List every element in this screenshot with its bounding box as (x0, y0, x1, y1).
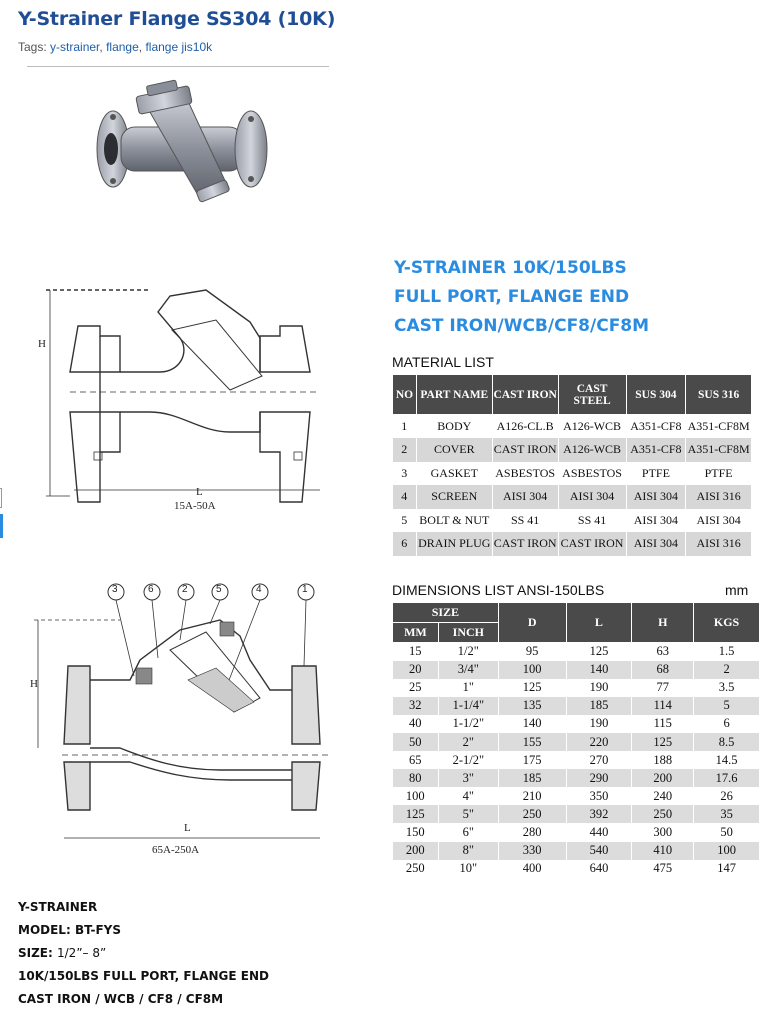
cell: 440 (566, 823, 632, 841)
cell: 135 (498, 697, 566, 715)
cell: 2 (393, 438, 417, 462)
material-table (392, 374, 752, 556)
cell: 3" (438, 769, 498, 787)
cell: 5 (694, 697, 760, 715)
table-row (393, 769, 760, 787)
cell: 80 (393, 769, 439, 787)
cell: 50 (393, 733, 439, 751)
cell: AISI 304 (626, 485, 686, 509)
cell: 26 (694, 787, 760, 805)
cell: 65 (393, 751, 439, 769)
cell: 640 (566, 860, 632, 878)
cell: GASKET (416, 462, 492, 486)
cell: 6 (393, 532, 417, 556)
cell: 114 (632, 697, 694, 715)
cell: 15 (393, 643, 439, 661)
cell: 5" (438, 805, 498, 823)
cell: 185 (498, 769, 566, 787)
callout-1: 1 (302, 584, 308, 595)
cell: 8.5 (694, 733, 760, 751)
table-row (393, 860, 760, 878)
table-row (393, 415, 752, 439)
col-cast-steel: CAST STEEL (558, 375, 626, 415)
cell: 100 (498, 661, 566, 679)
cell: PTFE (626, 462, 686, 486)
cell: 540 (566, 842, 632, 860)
dimensions-header-row-1 (393, 603, 760, 623)
cell: 17.6 (694, 769, 760, 787)
cell: 2 (694, 661, 760, 679)
cell: AISI 304 (686, 509, 752, 533)
product-photo (27, 66, 329, 220)
tag-link-y-strainer[interactable]: y-strainer (50, 40, 100, 54)
cell: 20 (393, 661, 439, 679)
cell: 14.5 (694, 751, 760, 769)
drawing-top-size-label: 15A-50A (174, 500, 216, 512)
cell: 350 (566, 787, 632, 805)
cell: 150 (393, 823, 439, 841)
cell: A351-CF8 (626, 415, 686, 439)
cell: 32 (393, 697, 439, 715)
cell: 6 (694, 715, 760, 733)
drawing-bottom-h-label: H (30, 678, 38, 690)
col-cast-iron: CAST IRON (492, 375, 558, 415)
cell: PTFE (686, 462, 752, 486)
cell: ASBESTOS (558, 462, 626, 486)
table-row (393, 787, 760, 805)
cell: AISI 304 (492, 485, 558, 509)
cell: 250 (498, 805, 566, 823)
cell: 1 (393, 415, 417, 439)
col-no: NO (393, 375, 417, 415)
cell: 400 (498, 860, 566, 878)
cell: 125 (632, 733, 694, 751)
cell: 3.5 (694, 679, 760, 697)
callout-5: 5 (216, 584, 222, 595)
cell: 330 (498, 842, 566, 860)
cell: A351-CF8M (686, 438, 752, 462)
table-row (393, 751, 760, 769)
cell: 95 (498, 643, 566, 661)
tags-label: Tags: (18, 40, 47, 54)
cell: CAST IRON (492, 532, 558, 556)
cell: 125 (566, 643, 632, 661)
table-row (393, 462, 752, 486)
cell: 2-1/2" (438, 751, 498, 769)
tags: Tags: y-strainer, flange, flange jis10k (18, 40, 213, 54)
cell: 10" (438, 860, 498, 878)
cell: 240 (632, 787, 694, 805)
dimensions-list-label: DIMENSIONS LIST ANSI-150LBS (392, 582, 605, 598)
cell: A126-CL.B (492, 415, 558, 439)
cell: 4" (438, 787, 498, 805)
col-d: D (498, 603, 566, 643)
spec-heading-line-3: CAST IRON/WCB/CF8/CF8M (394, 316, 650, 336)
cell: 115 (632, 715, 694, 733)
cell: 185 (566, 697, 632, 715)
footer-line-4: 10K/150LBS FULL PORT, FLANGE END (18, 969, 269, 983)
cell: 290 (566, 769, 632, 787)
cell: 250 (393, 860, 439, 878)
callout-3: 3 (112, 584, 118, 595)
tag-link-flange-jis10k[interactable]: flange jis10k (145, 40, 213, 54)
table-row (393, 485, 752, 509)
cell: 8" (438, 842, 498, 860)
table-row (393, 679, 760, 697)
cell: 190 (566, 715, 632, 733)
spec-heading-line-2: FULL PORT, FLANGE END (394, 287, 630, 307)
cell: 40 (393, 715, 439, 733)
footer-size: SIZE: 1/2”– 8” (18, 946, 107, 960)
dimensions-table (392, 602, 760, 878)
table-row (393, 509, 752, 533)
cell: 175 (498, 751, 566, 769)
table-row (393, 661, 760, 679)
col-mm: MM (393, 623, 439, 643)
cell: 77 (632, 679, 694, 697)
cell: 300 (632, 823, 694, 841)
table-row (393, 715, 760, 733)
cell: 188 (632, 751, 694, 769)
cell: 410 (632, 842, 694, 860)
cell: 475 (632, 860, 694, 878)
page-title: Y-Strainer Flange SS304 (10K) (18, 8, 336, 30)
cell: 4 (393, 485, 417, 509)
cell: A351-CF8M (686, 415, 752, 439)
footer-product: Y-STRAINER (18, 900, 98, 914)
cell: SS 41 (492, 509, 558, 533)
col-sus-316: SUS 316 (686, 375, 752, 415)
dimensions-unit: mm (725, 582, 749, 598)
drawing-15a-50a (30, 282, 330, 518)
cell: 3 (393, 462, 417, 486)
table-row (393, 733, 760, 751)
cell: 100 (393, 787, 439, 805)
drawing-top-l-label: L (196, 486, 203, 498)
cell: 210 (498, 787, 566, 805)
drawing-bottom-size-label: 65A-250A (152, 844, 200, 856)
drawing-65a-250a (20, 580, 340, 860)
cell: ASBESTOS (492, 462, 558, 486)
cell: 280 (498, 823, 566, 841)
col-part-name: PART NAME (416, 375, 492, 415)
cell: 100 (694, 842, 760, 860)
cell: A126-WCB (558, 415, 626, 439)
spec-heading-line-1: Y-STRAINER 10K/150LBS (394, 258, 627, 278)
cell: 220 (566, 733, 632, 751)
cell: 35 (694, 805, 760, 823)
table-row (393, 842, 760, 860)
cell: 3/4" (438, 661, 498, 679)
cell: 63 (632, 643, 694, 661)
cell: COVER (416, 438, 492, 462)
col-kgs: KGS (694, 603, 760, 643)
cell: 50 (694, 823, 760, 841)
cell: AISI 304 (626, 532, 686, 556)
callout-6: 6 (148, 584, 154, 595)
cell: DRAIN PLUG (416, 532, 492, 556)
cell: 1-1/2" (438, 715, 498, 733)
table-row (393, 697, 760, 715)
material-list-label: MATERIAL LIST (392, 354, 494, 370)
cell: 392 (566, 805, 632, 823)
cell: 125 (393, 805, 439, 823)
cell: 250 (632, 805, 694, 823)
cell: 147 (694, 860, 760, 878)
callout-2: 2 (182, 584, 188, 595)
cell: 1-1/4" (438, 697, 498, 715)
cell: 5 (393, 509, 417, 533)
footer-line-5: CAST IRON / WCB / CF8 / CF8M (18, 992, 224, 1006)
footer-spec (18, 898, 269, 1013)
cell: BOLT & NUT (416, 509, 492, 533)
cell: 1.5 (694, 643, 760, 661)
footer-model: MODEL: BT-FYS (18, 923, 122, 937)
cell: BODY (416, 415, 492, 439)
table-row (393, 823, 760, 841)
side-tab-active[interactable] (0, 514, 3, 538)
table-row (393, 532, 752, 556)
cell: CAST IRON (492, 438, 558, 462)
cell: A126-WCB (558, 438, 626, 462)
callout-4: 4 (256, 584, 262, 595)
cell: AISI 304 (626, 509, 686, 533)
cell: 200 (393, 842, 439, 860)
cell: 190 (566, 679, 632, 697)
cell: 200 (632, 769, 694, 787)
drawing-bottom-l-label: L (184, 822, 191, 834)
cell: 6" (438, 823, 498, 841)
col-h: H (632, 603, 694, 643)
cell: AISI 316 (686, 532, 752, 556)
table-row (393, 643, 760, 661)
col-sus-304: SUS 304 (626, 375, 686, 415)
cell: SS 41 (558, 509, 626, 533)
col-size: SIZE (393, 603, 499, 623)
cell: 1/2" (438, 643, 498, 661)
cell: A351-CF8 (626, 438, 686, 462)
cell: CAST IRON (558, 532, 626, 556)
table-row (393, 438, 752, 462)
material-table-header (393, 375, 752, 415)
drawing-top-h-label: H (38, 338, 46, 350)
cell: 140 (566, 661, 632, 679)
cell: 140 (498, 715, 566, 733)
cell: 155 (498, 733, 566, 751)
cell: AISI 304 (558, 485, 626, 509)
cell: 68 (632, 661, 694, 679)
table-row (393, 805, 760, 823)
cell: 25 (393, 679, 439, 697)
cell: 125 (498, 679, 566, 697)
cell: 1" (438, 679, 498, 697)
tag-link-flange[interactable]: flange (106, 40, 139, 54)
cell: 270 (566, 751, 632, 769)
col-l: L (566, 603, 632, 643)
cell: AISI 316 (686, 485, 752, 509)
cell: 2" (438, 733, 498, 751)
side-tab-outline[interactable] (0, 488, 2, 508)
col-inch: INCH (438, 623, 498, 643)
cell: SCREEN (416, 485, 492, 509)
